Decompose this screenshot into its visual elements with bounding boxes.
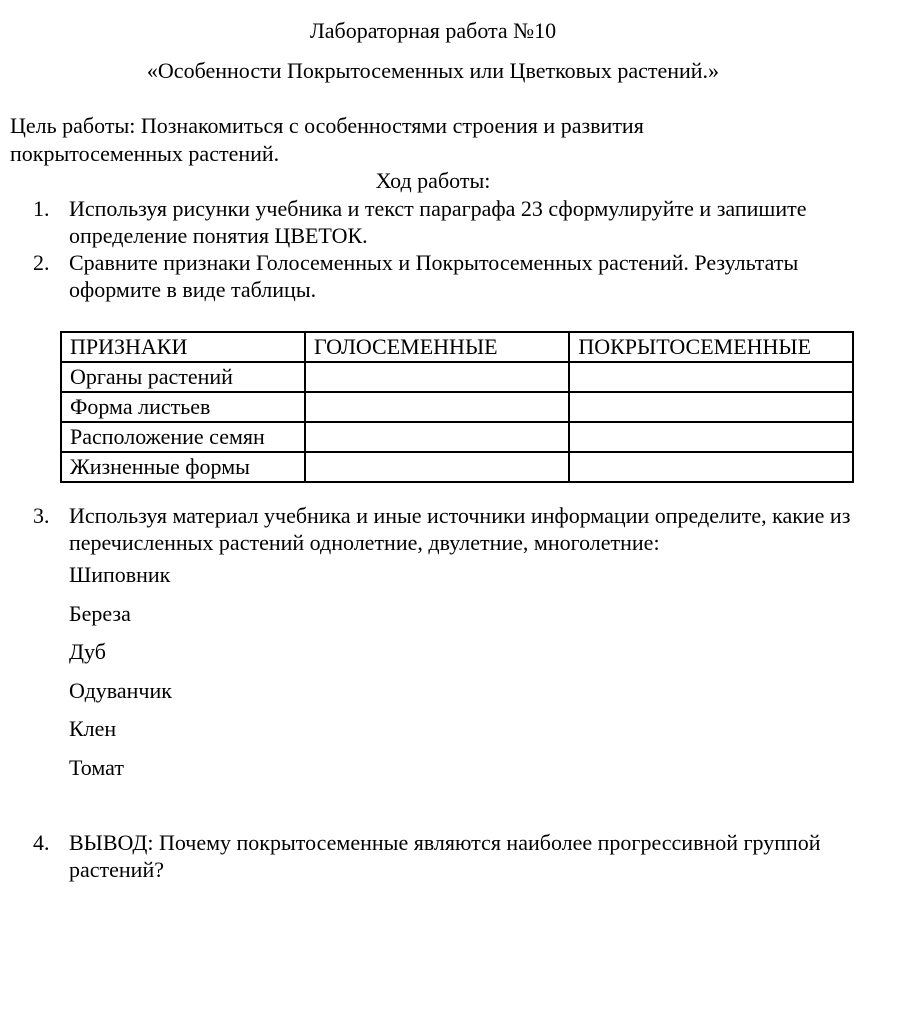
task-number: 4. <box>33 830 50 855</box>
gymnosperm-cell[interactable] <box>305 422 569 452</box>
task-text: Сравните признаки Голосеменных и Покрытосеменных растений. Результаты оформите в виде таблицы. <box>69 250 799 302</box>
feature-cell: Форма листьев <box>61 392 305 422</box>
header-cell: ПРИЗНАКИ <box>61 332 305 362</box>
feature-cell: Расположение семян <box>61 422 305 452</box>
page-subtitle: «Особенности Покрытосеменных или Цветковых растений.» <box>146 58 720 83</box>
table-row <box>61 362 853 392</box>
angiosperm-cell[interactable] <box>569 362 853 392</box>
task-number: 1. <box>33 196 50 221</box>
gymnosperm-cell[interactable] <box>305 392 569 422</box>
table-row <box>61 452 853 482</box>
task-number: 2. <box>33 250 50 275</box>
header-cell: ПОКРЫТОСЕМЕННЫЕ <box>569 332 853 362</box>
list-item: Клен <box>69 716 117 741</box>
list-item: Томат <box>69 754 124 780</box>
gymnosperm-cell[interactable] <box>305 452 569 482</box>
angiosperm-cell[interactable] <box>569 452 853 482</box>
task-text: Используя материал учебника и иные источники информации определите, какие из перечисленных растений однолетние, двулетние, многолетние: <box>69 503 851 555</box>
table-header-row <box>61 332 853 362</box>
task-number: 3. <box>33 503 50 528</box>
page-title: Лабораторная работа №10 <box>309 18 557 43</box>
task-text: Используя рисунки учебника и текст параграфа 23 сформулируйте и запишите определение понятия ЦВЕТОК. <box>69 196 807 248</box>
list-item: Береза <box>69 600 131 626</box>
angiosperm-cell[interactable] <box>569 422 853 452</box>
list-item: Шиповник <box>69 562 171 587</box>
table-row <box>61 422 853 452</box>
comparison-table <box>60 331 854 483</box>
feature-cell: Жизненные формы <box>61 452 305 482</box>
progress-heading: Ход работы: <box>375 168 491 193</box>
table-row <box>61 392 853 422</box>
task-text: ВЫВОД: Почему покрытосеменные являются наиболее прогрессивной группой растений? <box>69 830 821 882</box>
list-item: Дуб <box>69 639 106 664</box>
header-cell: ГОЛОСЕМЕННЫЕ <box>305 332 569 362</box>
gymnosperm-cell[interactable] <box>305 362 569 392</box>
angiosperm-cell[interactable] <box>569 392 853 422</box>
feature-cell: Органы растений <box>61 362 305 392</box>
plant-list <box>69 562 172 793</box>
list-item: Одуванчик <box>69 677 172 703</box>
work-goal: Цель работы: Познакомиться с особенностями строения и развития покрытосеменных растений. <box>10 113 644 166</box>
